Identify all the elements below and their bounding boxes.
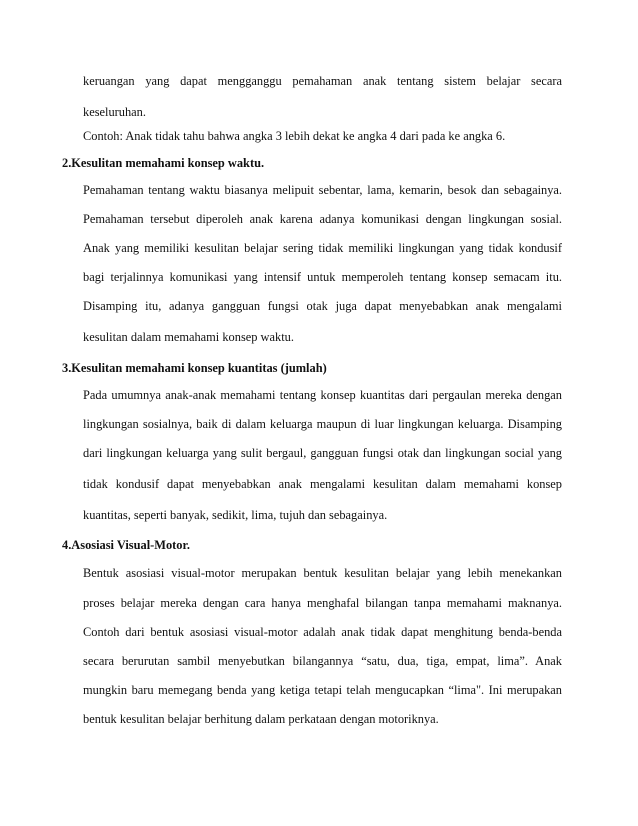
section-heading: 3.Kesulitan memahami konsep kuantitas (jumlah) (62, 361, 327, 375)
paragraph-line: dari lingkungan keluarga yang sulit bergaul, gangguan fungsi otak dan lingkungan social yang (83, 446, 562, 460)
paragraph-line: Contoh dari bentuk asosiasi visual-motor adalah anak tidak dapat menghitung benda-benda (83, 625, 562, 639)
paragraph-line: bentuk kesulitan belajar berhitung dalam perkataan dengan motoriknya. (83, 712, 439, 726)
paragraph-line: Contoh: Anak tidak tahu bahwa angka 3 lebih dekat ke angka 4 dari pada ke angka 6. (83, 129, 506, 143)
paragraph-line: keseluruhan. (83, 105, 146, 119)
paragraph-line: Pemahaman tentang waktu biasanya melipuit sebentar, lama, kemarin, besok dan sebagainya. (83, 183, 562, 197)
paragraph-line: Pada umumnya anak-anak memahami tentang konsep kuantitas dari pergaulan mereka dengan (83, 388, 562, 402)
paragraph-line: kuantitas, seperti banyak, sedikit, lima, tujuh dan sebagainya. (83, 508, 388, 522)
section-heading: 4.Asosiasi Visual-Motor. (62, 538, 190, 552)
paragraph-line: Anak yang memiliki kesulitan belajar sering tidak memiliki lingkungan yang tidak kondusif (83, 241, 562, 255)
paragraph-line: tidak kondusif dapat menyebabkan anak mengalami kesulitan dalam memahami konsep (83, 477, 562, 491)
paragraph-line: bagi terjalinnya komunikasi yang intensif untuk memperoleh tentang konsep semacam itu. (83, 270, 562, 284)
paragraph-line: lingkungan sosialnya, baik di dalam keluarga maupun di luar lingkungan keluarga. Disamping (83, 417, 562, 431)
paragraph-line: Disamping itu, adanya gangguan fungsi otak juga dapat menyebabkan anak mengalami (83, 299, 562, 313)
paragraph-line: mungkin baru memegang benda yang ketiga tetapi telah mengucapkan “lima". Ini merupakan (83, 683, 562, 697)
paragraph-line: Bentuk asosiasi visual-motor merupakan bentuk kesulitan belajar yang lebih menekankan (83, 566, 562, 580)
paragraph-line: proses belajar mereka dengan cara hanya menghafal bilangan tanpa memahami maknanya. (83, 596, 562, 610)
paragraph-line: keruangan yang dapat mengganggu pemahaman anak tentang sistem belajar secara (83, 74, 562, 88)
paragraph-line: kesulitan dalam memahami konsep waktu. (83, 330, 294, 344)
paragraph-line: secara berurutan sambil menyebutkan bilangannya “satu, dua, tiga, empat, lima”. Anak (83, 654, 562, 668)
paragraph-line: Pemahaman tersebut diperoleh anak karena adanya komunikasi dengan lingkungan sosial. (83, 212, 562, 226)
section-heading: 2.Kesulitan memahami konsep waktu. (62, 156, 265, 170)
